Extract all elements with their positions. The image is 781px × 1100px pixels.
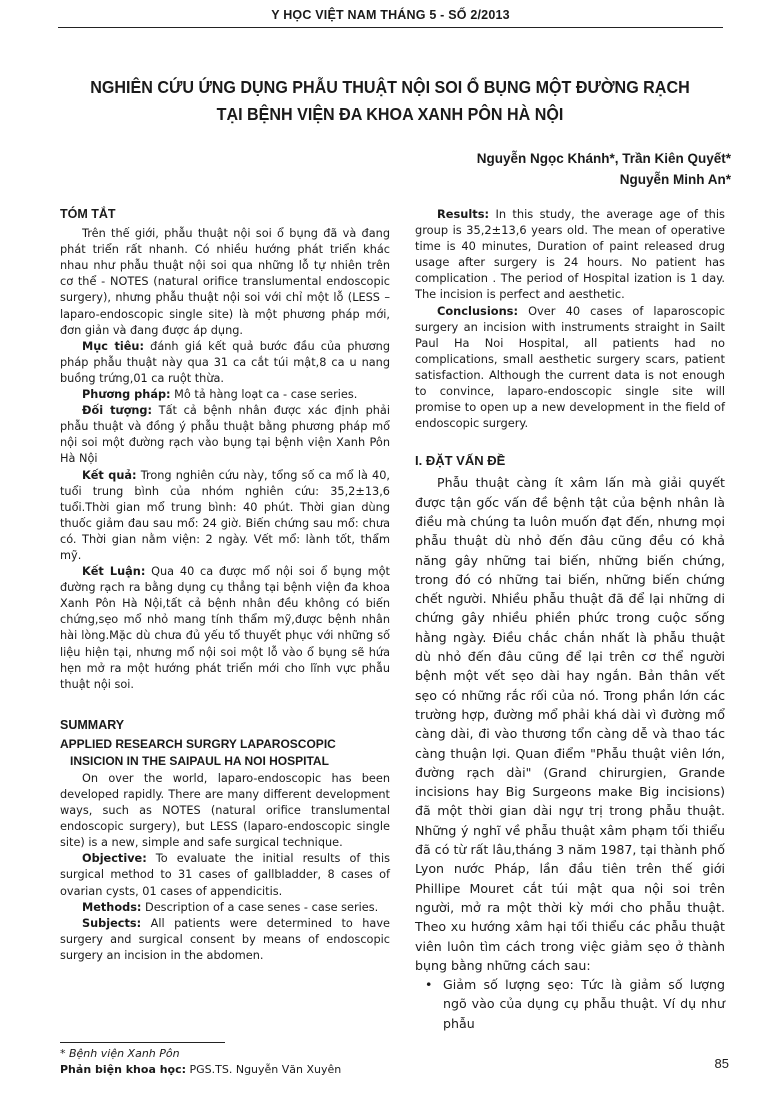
- list-item: [415, 975, 725, 1033]
- en-conclusions-text: Over 40 cases of laparoscopic surgery an incision with instruments straight in Sailt Paul Ha Noi Hospital, all patients had no complications, small aesthetic surgery scars, patient satisfaction. Although the current data is not enough to convince, laparo-endoscopic single site will promise to open up a new development in the field of endoscopic surgery.: [415, 303, 725, 431]
- reviewer-label: Phản biện khoa học:: [60, 1062, 187, 1076]
- page-number: 85: [714, 1056, 729, 1071]
- en-methods-text: Description of a case senes - case series.: [141, 900, 379, 914]
- objective-label: Mục tiêu:: [82, 339, 144, 353]
- results-label: Kết quả:: [82, 468, 137, 482]
- summary-heading: SUMMARY: [60, 717, 125, 732]
- objective-text: đánh giá kết quả bước đầu của phương pháp phẫu thuật này qua 31 ca cắt túi mật,8 ca u nang buồng trứng,01 ca ruột thừa.: [60, 339, 390, 385]
- methods-text: Mô tả hàng loạt ca - case series.: [170, 388, 358, 402]
- abstract-vi-subjects: [60, 403, 390, 467]
- summary-subjects: [60, 916, 390, 964]
- footnote: [60, 1046, 420, 1077]
- en-subjects-text: All patients were determined to have surgery and surgical consent by means of endoscopic surgery an incision in the abdomen.: [60, 916, 390, 962]
- footnote-affiliation: * Bệnh viện Xanh Pôn: [60, 1047, 180, 1060]
- bullet-text: Giảm số lượng sẹo: Tức là giảm số lượng ngõ vào của dụng cụ phẫu thuật. Ví dụ như phẫu: [443, 977, 725, 1031]
- section-1-heading: I. ĐẶT VẤN ĐỀ: [415, 453, 506, 469]
- summary-results: [415, 206, 725, 303]
- en-objective-label: Objective:: [82, 852, 147, 866]
- bullet-icon: •: [425, 977, 433, 993]
- abstract-vi-objective: [60, 339, 390, 387]
- subjects-text: Tất cả bệnh nhân được xác định phải phẫu thuật và đồng ý phẫu thuật bằng phương pháp mổ nội soi một đường rạch vào bụng tại bệnh viện Xanh Pôn Hà Nội: [60, 404, 390, 466]
- en-objective-text: To evaluate the initial results of this surgical method to 31 cases of gallbladder, 8 cases of ovarian cysts, 01 cases of appendicitis.: [60, 852, 390, 898]
- abstract-vi-intro: Trên thế giới, phẫu thuật nội soi ổ bụng đã và đang phát triển rất nhanh. Có nhiều hướng phát triển khác nhau như phẫu thuật nội soi qua những lỗ tự nhiên trên cơ thể - NOTES (natural orifice translumental endoscopic surgery), nhưng phẫu thuật nội soi với chỉ một lỗ (LESS –laparo-endoscopic single site) là một phương pháp mới, đơn giản và đang được áp dụng.: [60, 227, 390, 337]
- reviewer-name: PGS.TS. Nguyễn Văn Xuyên: [186, 1062, 342, 1076]
- summary-title-1: APPLIED RESEARCH SURGRY LAPAROSCOPIC: [60, 736, 336, 751]
- section-1-paragraph: Phẫu thuật càng ít xâm lấn mà giải quyết được tận gốc vấn đề bệnh tật của bệnh nhân là điều mà chúng ta luôn muốn đạt đến, nhưng mọi phẫu thuật dù nhỏ đến đâu cũng đều có khả năng gây những tai biến, những biến chứng, trong đó có những tai biến, những biến chứng chết người. Nhiều phẫu thuật đã để lại những di chứng gây nhiều phiền phức trong cuộc sống hằng ngày. Điều chắc chắn nhất là phẫu thuật dù nhỏ đến đâu cũng để lại trên cơ thể người bệnh một vết sẹo dài hay ngắn. Bản thân vết sẹo có những rắc rối của nó. Trong phần lớn các trường hợp, đường mổ phải khá dài vì đường mổ càng dài, đi vào thương tổn càng dễ và thao tác càng thuận lợi. Quan điểm "Phẫu thuật viên lớn, đường rạch dài" (Grand chirurgien, Grande incisions hay Big Surgeons make Big incisions) đã một thời gian dài ngự trị trong phẫu thuật. Những ý nghĩ về phẫu thuật xâm phạm tối thiểu đã có từ rất lâu,tháng 3 năm 1987, tại thành phố Lyon nước Pháp, lần đầu tiên trên thế giới Phillipe Mouret cắt túi mật qua nội soi trên người, mở ra một thời kỳ mới cho phẫu thuật. Theo xu hướng xâm hại tối thiểu các phẫu thuật viên luôn tìm cách trong việc giảm sẹo ở thành bụng bằng những cách sau:: [415, 475, 725, 973]
- journal-header: Y HỌC VIỆT NAM THÁNG 5 - SỐ 2/2013: [271, 8, 510, 22]
- conclusion-label: Kết Luận:: [82, 565, 146, 579]
- footnote-divider: [60, 1042, 225, 1043]
- results-text: Trong nghiên cứu này, tổng số ca mổ là 40, tuổi trung bình của nhóm nghiên cứu: 35,2±13,6 tuổi.Thời gian mổ trung bình: 40 phút. Thời gian dùng thuốc giảm đau sau mổ: 24 giờ. Biến chứng sau mổ: chưa có. Thời gian nằm viện: 2 ngày. Vết mổ: lành tốt, thẩm mỹ.: [60, 468, 390, 562]
- article-title: [86, 74, 693, 128]
- authors: [477, 148, 731, 190]
- en-subjects-label: Subjects:: [82, 916, 142, 930]
- subjects-label: Đối tượng:: [82, 404, 152, 418]
- abstract-vi-results: [60, 468, 390, 565]
- conclusion-text: Qua 40 ca được mổ nội soi ổ bụng một đường rạch ra bằng dụng cụ thẳng tại bệnh viện đa khoa Xanh Pôn Hà Nội,tất cả bệnh nhân đều không có biến chứng,sẹo mổ nhỏ mang tính thẩm mỹ,được bệnh nhân hài lòng.Mặc dù chưa đủ yếu tố thuyết phục với những số liệu hiện tại, nhưng mổ nội soi một lỗ vào ổ bụng sẽ hứa hẹn mở ra một hướng phát triển mới cho lĩnh vực phẫu thuật nội soi.: [60, 565, 390, 691]
- en-results-text: In this study, the average age of this group is 35,2±13,6 years old. The mean of operative time is 40 minutes, Duration of paint released drug usage after surgery is 24 hours. No patient has complication . The period of Hospital ization is 1 day. The incision is perfect and aesthetic.: [415, 207, 725, 302]
- en-methods-label: Methods:: [82, 900, 142, 914]
- abstract-vi-conclusion: [60, 564, 390, 693]
- authors-line-2: Nguyễn Minh An*: [619, 172, 731, 187]
- abstract-vi-heading: TÓM TẮT: [60, 207, 116, 221]
- en-results-label: Results:: [437, 207, 490, 221]
- summary-objective: [60, 851, 390, 899]
- authors-line-1: Nguyễn Ngọc Khánh*, Trần Kiên Quyết*: [476, 151, 731, 166]
- summary-title-2: INSICION IN THE SAIPAUL HA NOI HOSPITAL: [70, 753, 329, 768]
- summary-methods: [60, 900, 390, 916]
- footnote-reviewer: [60, 1062, 420, 1078]
- en-conclusions-label: Conclusions:: [437, 303, 519, 318]
- left-column: [60, 206, 390, 964]
- summary-intro: On over the world, laparo-endoscopic has been developed rapidly. There are many different development ways, such as NOTES (natural orifice translumental endoscopic surgery), but LESS (laparo-endoscopic single site) is a new, simple and safe surgical technique.: [60, 771, 390, 850]
- methods-label: Phương pháp:: [82, 388, 171, 402]
- title-line-1: NGHIÊN CỨU ỨNG DỤNG PHẪU THUẬT NỘI SOI Ổ BỤNG MỘT ĐƯỜNG RẠCH: [90, 77, 690, 97]
- title-line-2: TẠI BỆNH VIỆN ĐA KHOA XANH PÔN HÀ NỘI: [216, 104, 564, 124]
- right-column: [415, 206, 725, 1033]
- header-divider: [58, 27, 723, 28]
- abstract-vi-methods: [60, 387, 390, 403]
- summary-conclusions: [415, 303, 725, 432]
